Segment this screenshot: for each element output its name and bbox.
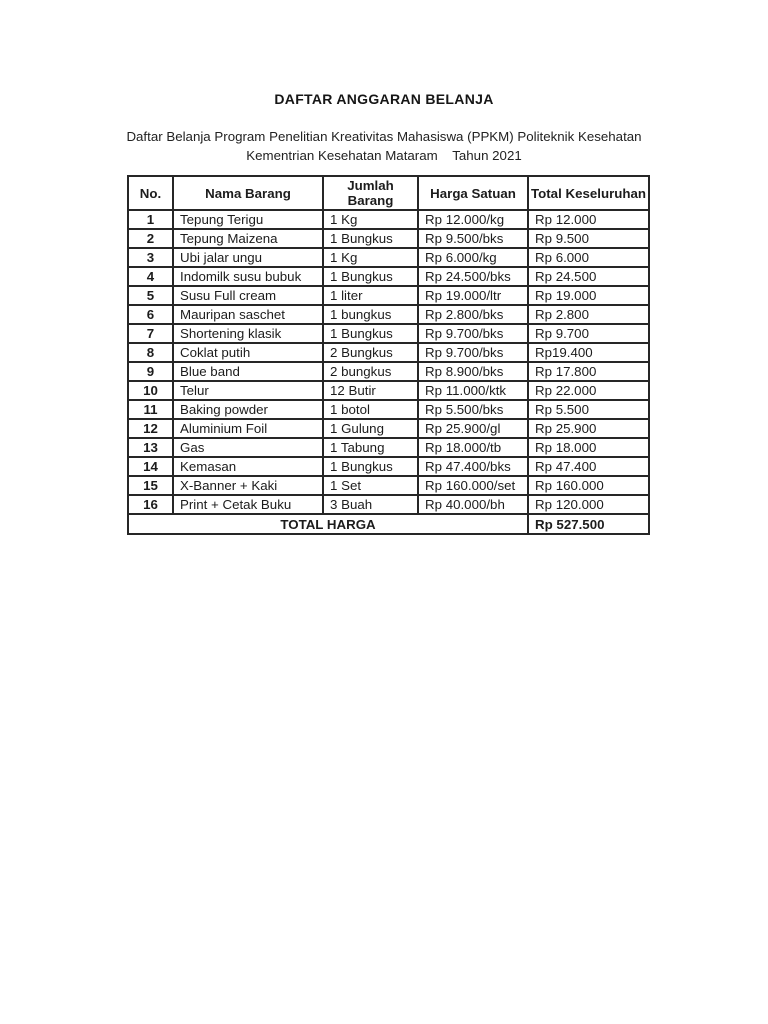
table-cell-total: Rp 2.800 [528, 305, 649, 324]
table-cell-no: 16 [128, 495, 173, 514]
table-cell-nama: Indomilk susu bubuk [173, 267, 323, 286]
table-cell-no: 11 [128, 400, 173, 419]
table-cell-jumlah: 1 Kg [323, 248, 418, 267]
table-cell-harga: Rp 47.400/bks [418, 457, 528, 476]
table-cell-nama: Kemasan [173, 457, 323, 476]
table-body [128, 210, 649, 514]
table-cell-no: 13 [128, 438, 173, 457]
table-cell-total: Rp 120.000 [528, 495, 649, 514]
table-cell-no: 15 [128, 476, 173, 495]
table-row [128, 324, 649, 343]
table-cell-jumlah: 1 Tabung [323, 438, 418, 457]
table-cell-harga: Rp 6.000/kg [418, 248, 528, 267]
table-cell-jumlah: 12 Butir [323, 381, 418, 400]
table-cell-no: 6 [128, 305, 173, 324]
table-row [128, 419, 649, 438]
page-title: DAFTAR ANGGARAN BELANJA [274, 91, 494, 107]
table-row [128, 305, 649, 324]
header-harga: Harga Satuan [418, 176, 528, 210]
table-cell-total: Rp 12.000 [528, 210, 649, 229]
table-cell-total: Rp 6.000 [528, 248, 649, 267]
table-cell-jumlah: 1 Set [323, 476, 418, 495]
table-cell-harga: Rp 8.900/bks [418, 362, 528, 381]
header-no: No. [128, 176, 173, 210]
table-cell-no: 8 [128, 343, 173, 362]
table-cell-nama: Gas [173, 438, 323, 457]
table-cell-jumlah: 2 bungkus [323, 362, 418, 381]
table-cell-harga: Rp 18.000/tb [418, 438, 528, 457]
table-cell-total: Rp 22.000 [528, 381, 649, 400]
table-cell-total: Rp 160.000 [528, 476, 649, 495]
table-cell-harga: Rp 5.500/bks [418, 400, 528, 419]
table-cell-jumlah: 1 bungkus [323, 305, 418, 324]
table-header [128, 176, 649, 210]
header-nama: Nama Barang [173, 176, 323, 210]
table-cell-nama: Print + Cetak Buku [173, 495, 323, 514]
subtitle-line-2: Kementrian Kesehatan Mataram Tahun 2021 [246, 147, 522, 163]
table-cell-jumlah: 1 Bungkus [323, 229, 418, 248]
table-cell-harga: Rp 12.000/kg [418, 210, 528, 229]
table-cell-nama: Tepung Terigu [173, 210, 323, 229]
table-cell-nama: Susu Full cream [173, 286, 323, 305]
table-cell-harga: Rp 11.000/ktk [418, 381, 528, 400]
table-cell-no: 2 [128, 229, 173, 248]
table-cell-harga: Rp 40.000/bh [418, 495, 528, 514]
table-row [128, 343, 649, 362]
header-total: Total Keseluruhan [528, 176, 649, 210]
table-row [128, 210, 649, 229]
table-cell-harga: Rp 9.700/bks [418, 343, 528, 362]
table-cell-nama: Baking powder [173, 400, 323, 419]
table-cell-nama: Aluminium Foil [173, 419, 323, 438]
table-cell-nama: Blue band [173, 362, 323, 381]
table-cell-jumlah: 1 Bungkus [323, 457, 418, 476]
table-cell-total: Rp 24.500 [528, 267, 649, 286]
table-cell-jumlah: 2 Bungkus [323, 343, 418, 362]
table-header-row [128, 176, 649, 210]
table-row [128, 286, 649, 305]
table-cell-harga: Rp 19.000/ltr [418, 286, 528, 305]
table-cell-jumlah: 1 Kg [323, 210, 418, 229]
budget-table [127, 175, 650, 535]
table-cell-total: Rp 9.700 [528, 324, 649, 343]
table-row [128, 495, 649, 514]
table-cell-nama: Ubi jalar ungu [173, 248, 323, 267]
table-cell-no: 9 [128, 362, 173, 381]
table-cell-total: Rp 18.000 [528, 438, 649, 457]
table-cell-no: 3 [128, 248, 173, 267]
table-cell-nama: Shortening klasik [173, 324, 323, 343]
table-cell-harga: Rp 24.500/bks [418, 267, 528, 286]
table-row [128, 400, 649, 419]
table-cell-total: Rp 9.500 [528, 229, 649, 248]
table-cell-no: 7 [128, 324, 173, 343]
table-cell-no: 5 [128, 286, 173, 305]
table-cell-no: 10 [128, 381, 173, 400]
table-cell-harga: Rp 9.500/bks [418, 229, 528, 248]
subtitle-line-1: Daftar Belanja Program Penelitian Kreativitas Mahasiswa (PPKM) Politeknik Kesehatan [126, 129, 642, 144]
table-cell-no: 12 [128, 419, 173, 438]
table-cell-no: 4 [128, 267, 173, 286]
table-cell-nama: Coklat putih [173, 343, 323, 362]
table-cell-nama: Mauripan saschet [173, 305, 323, 324]
table-cell-jumlah: 1 Bungkus [323, 267, 418, 286]
table-cell-nama: X-Banner + Kaki [173, 476, 323, 495]
table-row [128, 248, 649, 267]
table-row [128, 229, 649, 248]
table-cell-total: Rp19.400 [528, 343, 649, 362]
table-row [128, 362, 649, 381]
total-row [128, 514, 649, 534]
table-cell-jumlah: 3 Buah [323, 495, 418, 514]
table-cell-total: Rp 25.900 [528, 419, 649, 438]
table-cell-harga: Rp 160.000/set [418, 476, 528, 495]
header-jumlah: Jumlah Barang [323, 176, 418, 210]
table-cell-no: 1 [128, 210, 173, 229]
table-cell-total: Rp 47.400 [528, 457, 649, 476]
table-row [128, 381, 649, 400]
table-cell-jumlah: 1 Gulung [323, 419, 418, 438]
table-cell-nama: Tepung Maizena [173, 229, 323, 248]
table-cell-jumlah: 1 botol [323, 400, 418, 419]
table-cell-total: Rp 17.800 [528, 362, 649, 381]
total-label: TOTAL HARGA [128, 514, 528, 534]
table-cell-nama: Telur [173, 381, 323, 400]
table-row [128, 476, 649, 495]
table-cell-harga: Rp 2.800/bks [418, 305, 528, 324]
table-row [128, 267, 649, 286]
table-cell-jumlah: 1 liter [323, 286, 418, 305]
table-footer [128, 514, 649, 534]
table-row [128, 438, 649, 457]
table-cell-jumlah: 1 Bungkus [323, 324, 418, 343]
table-cell-no: 14 [128, 457, 173, 476]
page-subtitle [0, 128, 768, 165]
table-cell-total: Rp 5.500 [528, 400, 649, 419]
table-cell-total: Rp 19.000 [528, 286, 649, 305]
table-cell-harga: Rp 9.700/bks [418, 324, 528, 343]
total-value: Rp 527.500 [528, 514, 649, 534]
table-cell-harga: Rp 25.900/gl [418, 419, 528, 438]
table-row [128, 457, 649, 476]
